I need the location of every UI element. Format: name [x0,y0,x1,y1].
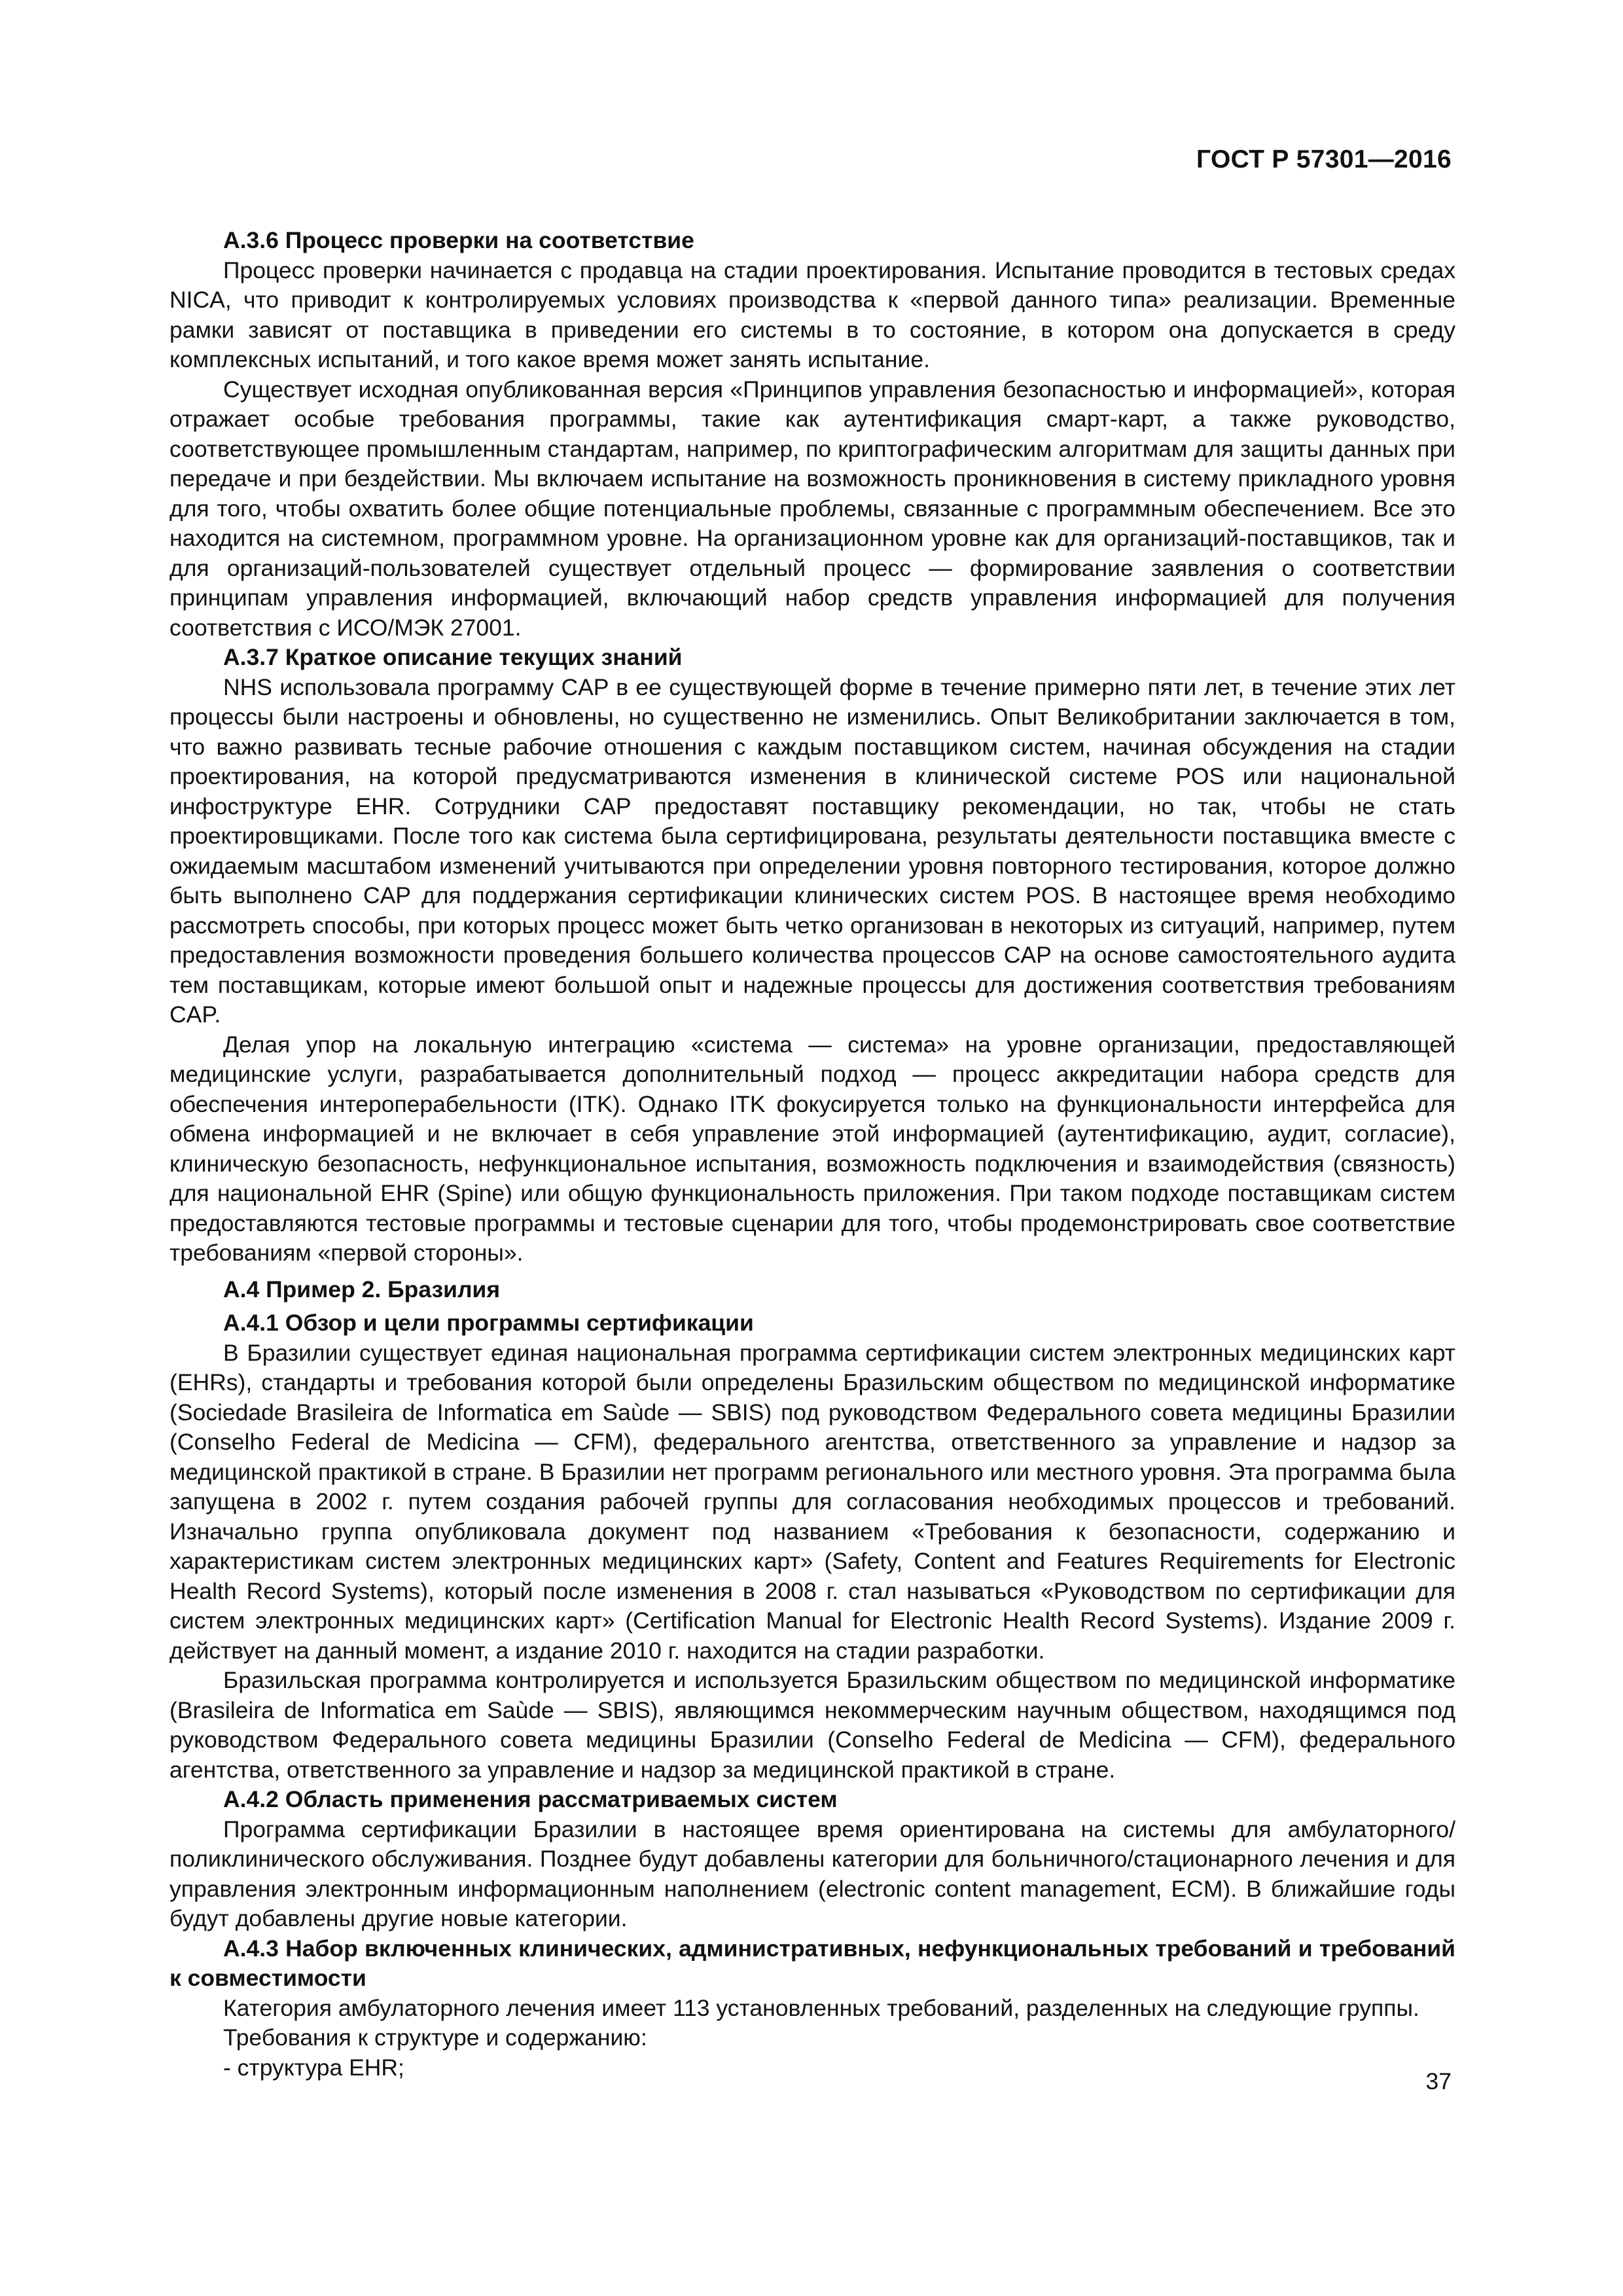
paragraph: Программа сертификации Бразилии в настоящее время ориентирована на системы для амбулаторного/поликлинического обслуживания. Позднее будут добавлены категории для больничного/стационарного лечения и для управления электронным информационным наполнением (electronic content management, ECM). В ближайшие годы будут добавлены другие новые категории. [169,1816,1455,1931]
paragraph: В Бразилии существует единая национальная программа сертификации систем электронных медицинских карт (EHRs), стандарты и требования которой были определены Бразильским обществом по медицинской информатике (Sociedade Brasileira de Informatica em Saùde — SBIS) под руководством Федерального совета медицины Бразилии (Conselho Federal de Medicina — CFM), федерального агентства, ответственного за управление и надзор за медицинской практикой в стране. В Бразилии нет программ регионального или местного уровня. Эта программа была запущена в 2002 г. путем создания рабочей группы для согласования необходимых процессов и требований. Изначально группа опубликовала документ под названием «Требования к безопасности, содержанию и характеристикам систем электронных медицинских карт» (Safety, Content and Features Requirements for Electronic Health Record Systems), который после изменения в 2008 г. стал называться «Руководством по сертификации для систем электронных медицинских карт» (Certification Manual for Electronic Health Record Systems). Издание 2009 г. действует на данный момент, а издание 2010 г. находится на стадии разработки. [169,1339,1455,1664]
section-heading-a37: А.3.7 Краткое описание текущих знаний [223,644,683,670]
page-number: 37 [1425,2068,1452,2094]
section-heading-a42: А.4.2 Область применения рассматриваемых систем [223,1786,838,1812]
section-heading-a4: А.4 Пример 2. Бразилия [223,1276,501,1302]
document-id: ГОСТ Р 57301—2016 [1196,145,1452,173]
paragraph: NHS использовала программу CAP в ее существующей форме в течение примерно пяти лет, в течение этих лет процессы были настроены и обновлены, но существенно не изменились. Опыт Великобритании заключается в том, что важно развивать тесные рабочие отношения с каждым поставщиком систем, начиная обсуждения на стадии проектирования, на которой предусматриваются изменения в клинической системе POS или национальной инфоструктуре EHR. Сотрудники CAP предоставят поставщику рекомендации, но так, чтобы не стать проектировщиками. После того как система была сертифицирована, результаты деятельности поставщика вместе с ожидаемым масштабом изменений учитываются при определении уровня повторного тестирования, которое должно быть выполнено CAP для поддержания сертификации клинических систем POS. В настоящее время необходимо рассмотреть способы, при которых процесс может быть четко организован в некоторых из ситуаций, например, путем предоставления возможности проведения большего количества процессов CAP на основе самостоятельного аудита тем поставщикам, которые имеют большой опыт и надежные процессы для достижения соответствия требованиям CAP. [169,673,1455,1028]
paragraph: Требования к структуре и содержанию: [223,2024,647,2051]
paragraph: Существует исходная опубликованная версия «Принципов управления безопасностью и информацией», которая отражает особые требования программы, такие как аутентификация смарт-карт, а также руководство, соответствующее промышленным стандартам, например, по криптографическим алгоритмам для защиты данных при передаче и при бездействии. Мы включаем испытание на возможность проникновения в систему прикладного уровня для того, чтобы охватить более общие потенциальные проблемы, связанные с программным обеспечением. Все это находится на системном, программном уровне. На организационном уровне как для организаций-поставщиков, так и для организаций-пользователей существует отдельный процесс — формирование заявления о соответствии принципам управления информацией, включающий набор средств управления информацией для получения соответствия с ИСО/МЭК 27001. [169,376,1455,641]
paragraph: Категория амбулаторного лечения имеет 113 установленных требований, разделенных на следующие группы. [223,1994,1419,2021]
section-heading-a43: А.4.3 Набор включенных клинических, административных, нефункциональных требований и требований к совместимости [169,1935,1455,1991]
paragraph: Делая упор на локальную интеграцию «система — система» на уровне организации, предоставляющей медицинские услуги, разрабатывается дополнительный подход — процесс аккредитации набора средств для обеспечения интероперабельности (ITK). Однако ITK фокусируется только на функциональности интерфейса для обмена информацией и не включает в себя управление этой информацией (аутентификацию, аудит, согласие), клиническую безопасность, нефункциональное испытания, возможность подключения и взаимодействия (связность) для национальной EHR (Spine) или общую функциональность приложения. При таком подходе поставщикам систем предоставляются тестовые программы и тестовые сценарии для того, чтобы продемонстрировать свое соответствие требованиям «первой стороны». [169,1031,1455,1266]
list-item: - структура EHR; [223,2054,404,2081]
paragraph: Процесс проверки начинается с продавца на стадии проектирования. Испытание проводится в тестовых средах NICA, что приводит к контролируемых условиях производства к «первой данного типа» реализации. Временные рамки зависят от поставщика в приведении его системы в то состояние, в котором она допускается в среду комплексных испытаний, и того какое время может занять испытание. [169,257,1455,372]
page-body [169,226,1455,2083]
section-heading-a36: А.3.6 Процесс проверки на соответствие [223,227,694,253]
paragraph: Бразильская программа контролируется и используется Бразильским обществом по медицинской информатике (Brasileira de Informatica em Saùde — SBIS), являющимся некоммерческим научным обществом, находящимся под руководством Федерального совета медицины Бразилии (Conselho Federal de Medicina — CFM), федерального агентства, ответственного за управление и надзор за медицинской практикой в стране. [169,1667,1455,1783]
section-heading-a41: А.4.1 Обзор и цели программы сертификации [223,1310,754,1336]
